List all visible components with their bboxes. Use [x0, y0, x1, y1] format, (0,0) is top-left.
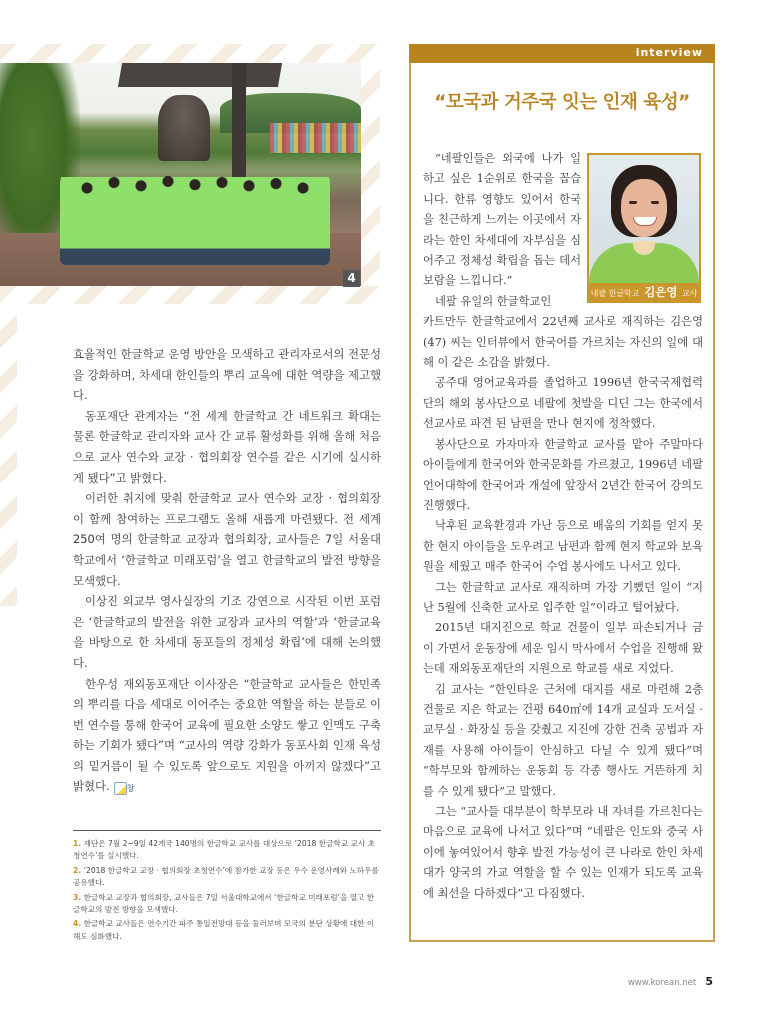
interview-header-bar	[409, 44, 715, 63]
photo-group-of-teachers	[60, 155, 330, 265]
caption-item	[73, 892, 381, 917]
article-paragraph: 이러한 취지에 맞춰 한글학교 교사 연수와 교장 · 협의회장이 함께 참여하는 프로그램도 올해 새롭게 마련됐다. 전 세계 250여 명의 한글학교 교장과 협의회장, 교사들은 7일 서울대학교에서 ‘한글학교 미래포럼’을 열고 한글학교의 발전 방향을 모색했다.	[73, 491, 381, 588]
caption-text: 한글학교 교사들은 연수기간 파주 통일전망대 등을 둘러보며 모국의 분단 상황에 대한 이해도 심화했다.	[73, 919, 375, 941]
decorative-stripe-left	[0, 286, 17, 606]
interview-paragraph: 봉사단으로 가자마자 한글학교 교사를 맡아 주말마다 아이들에게 한국어와 한국문화를 가르쳤고, 1996년 네팔 언어대학에 한국어과 개설에 앞장서 2년간 한국어 강의도 진행했다.	[423, 437, 703, 512]
photo-captions	[73, 838, 381, 945]
decorative-stripe-bottom	[0, 286, 380, 304]
interview-body	[423, 149, 703, 904]
caption-number: 3.	[73, 892, 82, 902]
website-url: www.korean.net	[627, 978, 697, 988]
caption-number: 2.	[73, 865, 82, 875]
caption-title: 교사	[681, 289, 698, 298]
end-mark-icon: 창	[114, 782, 127, 795]
decorative-stripe-right	[360, 44, 380, 304]
caption-affiliation: 네팔 한글학교	[590, 289, 640, 298]
footnote-divider	[73, 830, 381, 831]
caption-number: 1.	[73, 839, 82, 848]
article-body-left	[73, 344, 381, 797]
photo-pavilion-roof	[118, 63, 282, 87]
page-number: 5	[705, 975, 713, 988]
interview-paragraph: 그는 “교사들 대부분이 학부모라 내 자녀를 가르친다는 마음으로 교육에 나서고 있다”며 “네팔은 인도와 중국 사이에 놓여있어서 향후 발전 가능성이 큰 나라로 한인 차세대가 양국의 가교 역할을 할 수 있는 인재가 되도록 교육에 최선을 다하겠다”고 다짐했다.	[423, 805, 703, 900]
photo-ribbons	[270, 123, 361, 153]
caption-text: 재단은 7월 2~9일 42개국 140명의 한글학교 교사를 대상으로 ‘2018 한글학교 교사 초청연수’를 실시했다.	[73, 839, 375, 861]
photo-bell	[158, 95, 210, 161]
caption-text: ‘2018 한글학교 교장 · 협의회장 초청연수’에 참가한 교장 등은 우수 운영사례와 노하우를 공유했다.	[73, 865, 379, 888]
decorative-stripe-top	[0, 44, 380, 64]
group-photo	[0, 63, 361, 286]
interview-paragraph: 공주대 영어교육과를 졸업하고 1996년 한국국제협력단의 해외 봉사단으로 네팔에 첫발을 디딘 그는 한국에서 선교사로 파견 된 남편을 만나 현지에 정착했다.	[423, 376, 703, 431]
caption-name: 김은영	[644, 285, 678, 299]
caption-number: 4.	[73, 919, 82, 929]
interview-paragraph: 2015년 대지진으로 학교 건물이 일부 파손되거나 금이 가면서 운동장에 세운 임시 막사에서 수업을 진행해 왔는데 재외동포재단의 지원으로 학교를 새로 지었다.	[423, 621, 703, 676]
interview-lead: 네팔 유일의 한글학교인	[435, 294, 552, 308]
caption-item	[73, 918, 381, 943]
article-paragraph: 이상진 외교부 영사실장의 기조 강연으로 시작된 이번 포럼은 ‘한글학교의 발전을 위한 교장과 교사의 역할’과 ‘한글교육을 바탕으로 한 차세대 동포들의 정체성 확립’에 대해 논의했다.	[73, 594, 381, 670]
article-paragraph: 효율적인 한글학교 운영 방안을 모색하고 관리자로서의 전문성을 강화하며, 차세대 한인들의 뿌리 교육에 대한 역량을 제고했다.	[73, 347, 381, 403]
article-paragraph: 동포재단 관계자는 “전 세계 한글학교 간 네트워크 확대는 물론 한글학교 관리자와 교사 간 교류 활성화를 위해 올해 처음으로 교사 연수와 교장 · 협의회장 연수를 같은 시기에 실시하게 됐다”고 밝혔다.	[73, 408, 382, 485]
caption-item	[73, 865, 381, 890]
interview-paragraph: 김 교사는 “한인타운 근처에 대지를 새로 마련해 2층 건물로 지은 학교는 건평 640㎡에 14개 교실과 도서실 · 교무실 · 화장실 등을 갖췄고 지진에 강한 건축 공법과 자재를 사용해 아이들이 안심하고 다닐 수 있게 됐다”며 “학부모와 함께하는 운동회 등 각종 행사도 거뜬하게 치를 수 있게 됐다”고 말했다.	[423, 682, 703, 798]
caption-text: 한글학교 교장과 협의회장, 교사들은 7일 서울대학교에서 ‘한글학교 미래포럼’을 열고 한글학교의 발전 방향을 모색했다.	[73, 892, 375, 915]
interview-paragraph: 그는 한글학교 교사로 재직하며 가장 기뻤던 일이 “지난 5월에 신축한 교사로 입주한 일”이라고 털어놨다.	[423, 580, 703, 614]
interview-headline: “모국과 거주국 잇는 인재 육성”	[434, 92, 690, 113]
interview-quote: “네팔인들은 외국에 나가 일하고 싶은 1순위로 한국을 꼽습니다. 한류 영향도 있어서 한국을 친근하게 느끼는 이곳에서 자라는 한인 차세대에 자부심을 심어주고 정체성 확립을 돕는 데서 보람을 느낍니다.”	[423, 152, 581, 288]
interview-paragraph: 낙후된 교육환경과 가난 등으로 배움의 기회를 얻지 못한 현지 아이들을 도우려고 남편과 함께 현지 학교와 보육원을 세웠고 매주 한국어 수업 봉사에도 나서고 있다.	[423, 519, 703, 574]
article-paragraph-last	[73, 674, 381, 798]
interview-paragraph: 카트만두 한글학교에서 22년째 교사로 재직하는 김은영(47) 씨는 인터뷰에서 한국어를 가르치는 자신의 일에 대해 이 같은 소감을 밝혔다.	[423, 315, 703, 370]
caption-item	[73, 838, 381, 863]
article-paragraph-text: 한우성 재외동포재단 이사장은 “한글학교 교사들은 한민족의 뿌리를 다음 세대로 이어주는 중요한 역할을 하는 분들로 이번 연수를 통해 한국어 교육에 필요한 소양도 쌓고 인맥도 구축하는 기회가 됐다”며 “교사의 역량 강화가 동포사회 인재 육성의 밑거름이 될 수 있도록 앞으로도 지원을 아끼지 않겠다”고 밝혔다.	[73, 676, 381, 794]
photo-number-badge: 4	[343, 270, 360, 287]
page-footer	[628, 970, 713, 989]
interview-label: interview	[635, 46, 703, 59]
